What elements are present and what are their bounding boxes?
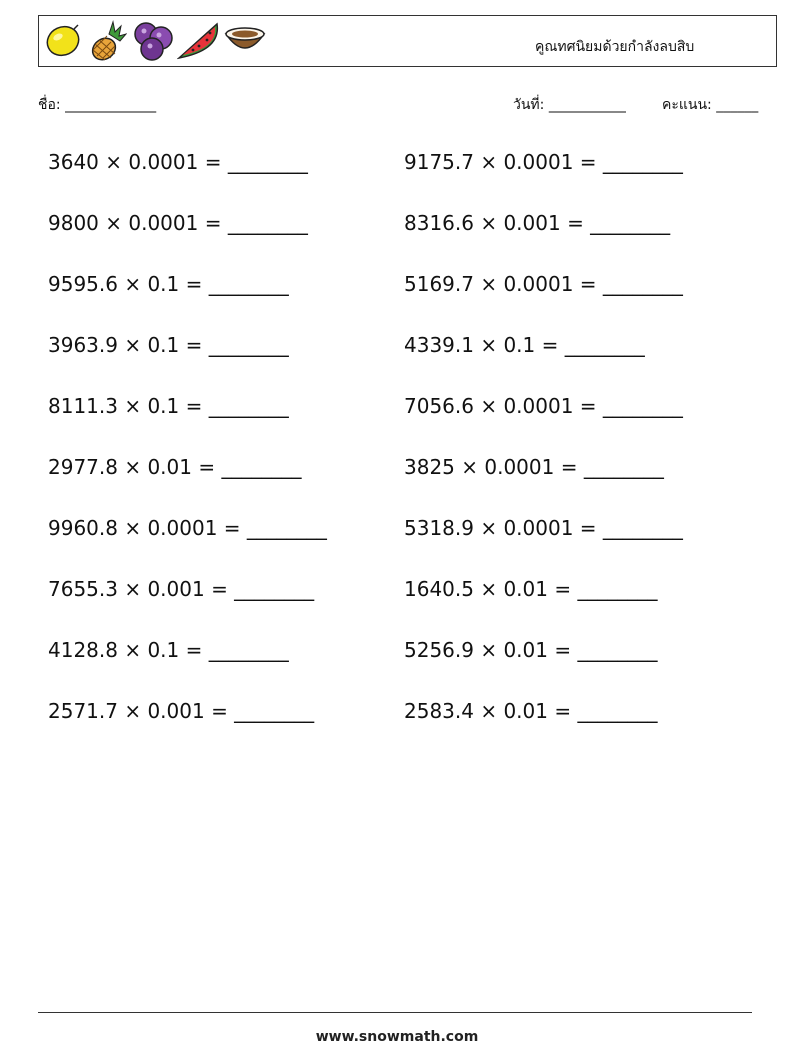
- problem-left-2: 9800 × 0.0001 = ________: [48, 211, 308, 235]
- date-field: วันที่: ___________: [513, 97, 626, 113]
- worksheet-title: คูณทศนิยมด้วยกำลังลบสิบ: [535, 39, 695, 55]
- score-field: คะแนน: ______: [662, 97, 759, 113]
- problem-right-8: 1640.5 × 0.01 = ________: [404, 577, 658, 601]
- footer-url: www.snowmath.com: [315, 1029, 479, 1045]
- problem-right-4: 4339.1 × 0.1 = ________: [404, 333, 645, 357]
- coconut-icon: [223, 20, 267, 56]
- problem-left-1: 3640 × 0.0001 = ________: [48, 150, 308, 174]
- problem-left-4: 3963.9 × 0.1 = ________: [48, 333, 289, 357]
- name-field: ชื่อ: _____________: [38, 97, 157, 113]
- plums-icon: [132, 20, 174, 62]
- header-box: [38, 15, 777, 67]
- problem-left-8: 7655.3 × 0.001 = ________: [48, 577, 315, 601]
- problem-right-2: 8316.6 × 0.001 = ________: [404, 211, 671, 235]
- problem-left-6: 2977.8 × 0.01 = ________: [48, 455, 302, 479]
- problem-right-3: 5169.7 × 0.0001 = ________: [404, 272, 683, 296]
- problem-right-7: 5318.9 × 0.0001 = ________: [404, 516, 683, 540]
- problem-right-9: 5256.9 × 0.01 = ________: [404, 638, 658, 662]
- problem-right-6: 3825 × 0.0001 = ________: [404, 455, 664, 479]
- pineapple-icon: [87, 20, 127, 64]
- problem-left-5: 8111.3 × 0.1 = ________: [48, 394, 289, 418]
- lemon-icon: [44, 20, 82, 60]
- problem-right-10: 2583.4 × 0.01 = ________: [404, 699, 658, 723]
- problem-left-3: 9595.6 × 0.1 = ________: [48, 272, 289, 296]
- problem-left-10: 2571.7 × 0.001 = ________: [48, 699, 315, 723]
- problem-right-5: 7056.6 × 0.0001 = ________: [404, 394, 683, 418]
- problem-left-7: 9960.8 × 0.0001 = ________: [48, 516, 327, 540]
- problem-right-1: 9175.7 × 0.0001 = ________: [404, 150, 683, 174]
- footer-divider: [38, 1012, 752, 1013]
- problem-left-9: 4128.8 × 0.1 = ________: [48, 638, 289, 662]
- watermelon-icon: [177, 20, 221, 62]
